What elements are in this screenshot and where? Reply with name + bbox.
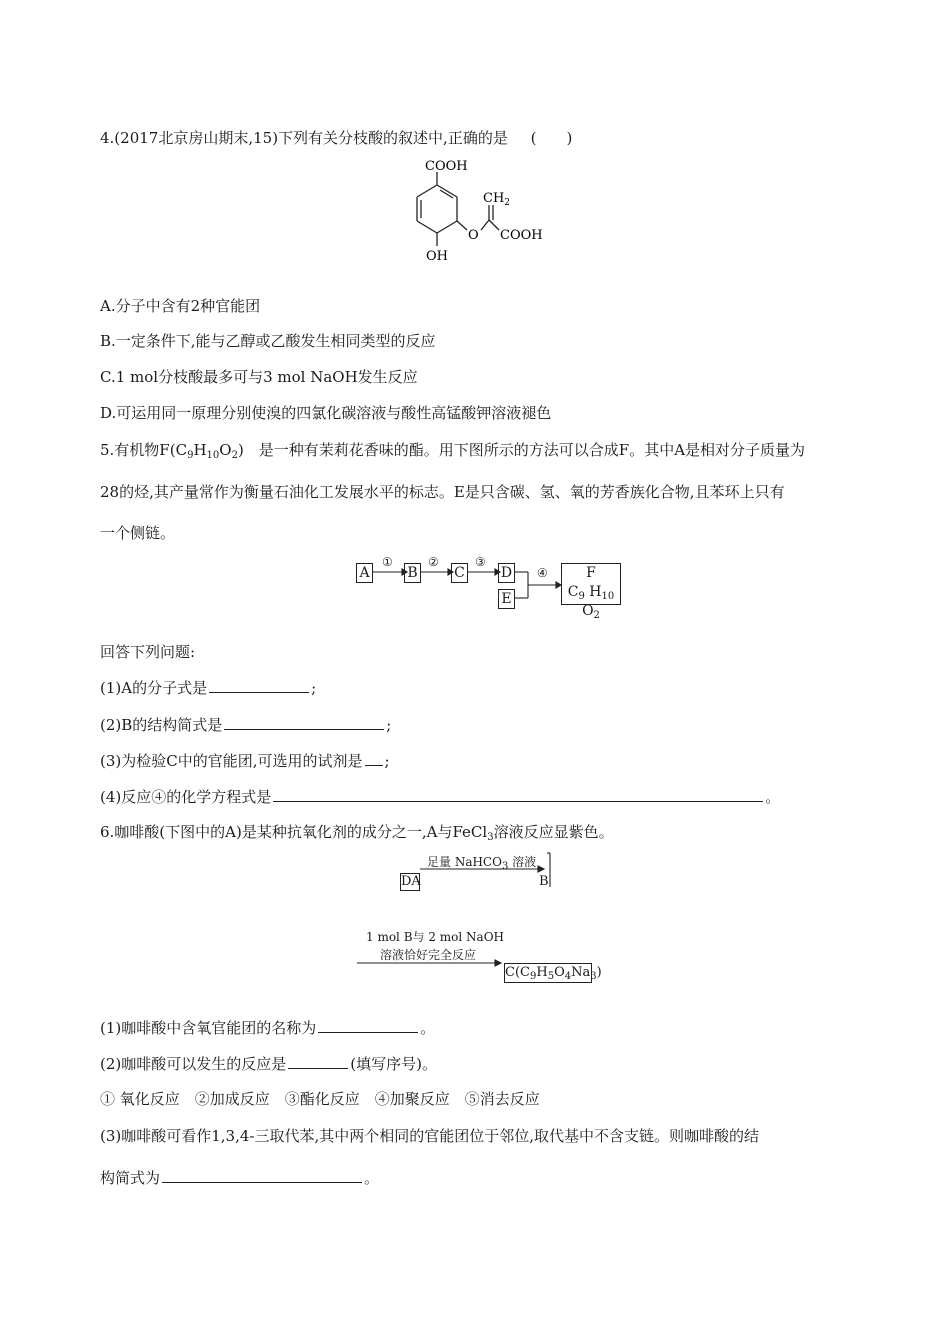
q6-sub3-line2: 构简式为 。 — [100, 1169, 380, 1187]
q4-option-a: A.分子中含有2种官能团 — [100, 297, 261, 315]
scheme-box-f: F $C_9$ $H_{10}$ $O_2$ — [561, 563, 621, 605]
scheme-box-c: C — [451, 563, 468, 583]
q5-prompt: 回答下列问题: — [100, 643, 196, 661]
step-2-label: ② — [428, 555, 439, 569]
answer-blank[interactable] — [209, 678, 309, 693]
step-4-label: ④ — [537, 566, 548, 580]
q6-sub1: (1)咖啡酸中含氧官能团的名称为 。 — [100, 1019, 436, 1037]
q5-sub4: (4)反应④的化学方程式是 。 — [100, 788, 781, 806]
scheme-box-a: A — [356, 563, 373, 583]
q5-sub1: (1)A的分子式是 ; — [100, 679, 317, 697]
q4-answer-paren: ( ) — [530, 129, 573, 147]
q6-sub2: (2)咖啡酸可以发生的反应是 (填写序号)。 — [100, 1055, 437, 1073]
ether-o-label: O — [468, 228, 479, 243]
q4-option-b: B.一定条件下,能与乙醇或乙酸发生相同类型的反应 — [100, 332, 436, 350]
step-1-label: ① — [382, 555, 393, 569]
answer-blank[interactable] — [162, 1168, 362, 1183]
q5-line1: 5.有机物$F(C_9H_{10}O_2)$ 是一种有茉莉花香味的酯。用下图所示的方法可以合成F。其中A是相对分子质量为 — [100, 441, 806, 461]
q6-arrow1 — [418, 850, 558, 890]
cooh-right-label: COOH — [500, 228, 543, 243]
q5-sub2: (2)B的结构简式是 ; — [100, 716, 392, 734]
step-3-label: ③ — [475, 555, 486, 569]
answer-blank[interactable] — [273, 787, 763, 802]
cooh-top-label: COOH — [425, 159, 468, 174]
q6-stem: 6.咖啡酸(下图中的A)是某种抗氧化剂的成分之一,A与FeCl$_3$溶液反应显紫色。 — [100, 823, 614, 843]
arrow2-label-line2: 溶液恰好完全反应 — [380, 948, 477, 962]
q4-stem — [100, 128, 572, 148]
oh-label: OH — [426, 249, 448, 264]
scheme-b-label: B — [539, 874, 549, 889]
q5-line3: 一个侧链。 — [100, 524, 176, 542]
scheme-arrows — [370, 555, 570, 605]
arrow1-label: 足量 NaHCO$_3$ 溶液 — [427, 855, 537, 872]
answer-blank[interactable] — [288, 1054, 348, 1069]
q6-sub3-line1: (3)咖啡酸可看作1,3,4-三取代苯,其中两个相同的官能团位于邻位,取代基中不含支链。则咖啡酸的结 — [100, 1127, 760, 1145]
q6-choices: ① 氧化反应 ②加成反应 ③酯化反应 ④加聚反应 ⑤消去反应 — [100, 1090, 540, 1108]
q6-arrow2 — [355, 955, 505, 971]
scheme-box-c-product: $C(C_9H_5O_4Na_3)$ — [505, 965, 602, 982]
arrow2-label-line1: 1 mol B与 2 mol NaOH — [366, 930, 505, 944]
scheme-box-e: E — [498, 589, 515, 609]
answer-blank[interactable] — [224, 715, 384, 730]
q5-sub3: (3)为检验C中的官能团,可选用的试剂是 ; — [100, 752, 390, 770]
q4-option-c: C.1 mol分枝酸最多可与3 mol NaOH发生反应 — [100, 368, 418, 386]
q4-stem-text: 4.(2017北京房山期末,15)下列有关分枝酸的叙述中,正确的是 — [100, 129, 508, 147]
answer-blank[interactable] — [318, 1018, 418, 1033]
q5-line2: 28的烃,其产量常作为衡量石油化工发展水平的标志。E是只含碳、氢、氧的芳香族化合物,且苯环上只有 — [100, 483, 785, 501]
scheme-box-b: B — [404, 563, 421, 583]
q4-option-d: D.可运用同一原理分别使溴的四氯化碳溶液与酸性高锰酸钾溶液褪色 — [100, 404, 552, 422]
scheme-box-d: D — [498, 563, 515, 583]
branching-acid-structure — [395, 150, 545, 265]
scheme-box-a-caffeic: DA — [401, 874, 421, 889]
ch2-label: $CH_2$ — [483, 191, 511, 208]
answer-blank[interactable] — [365, 751, 383, 766]
